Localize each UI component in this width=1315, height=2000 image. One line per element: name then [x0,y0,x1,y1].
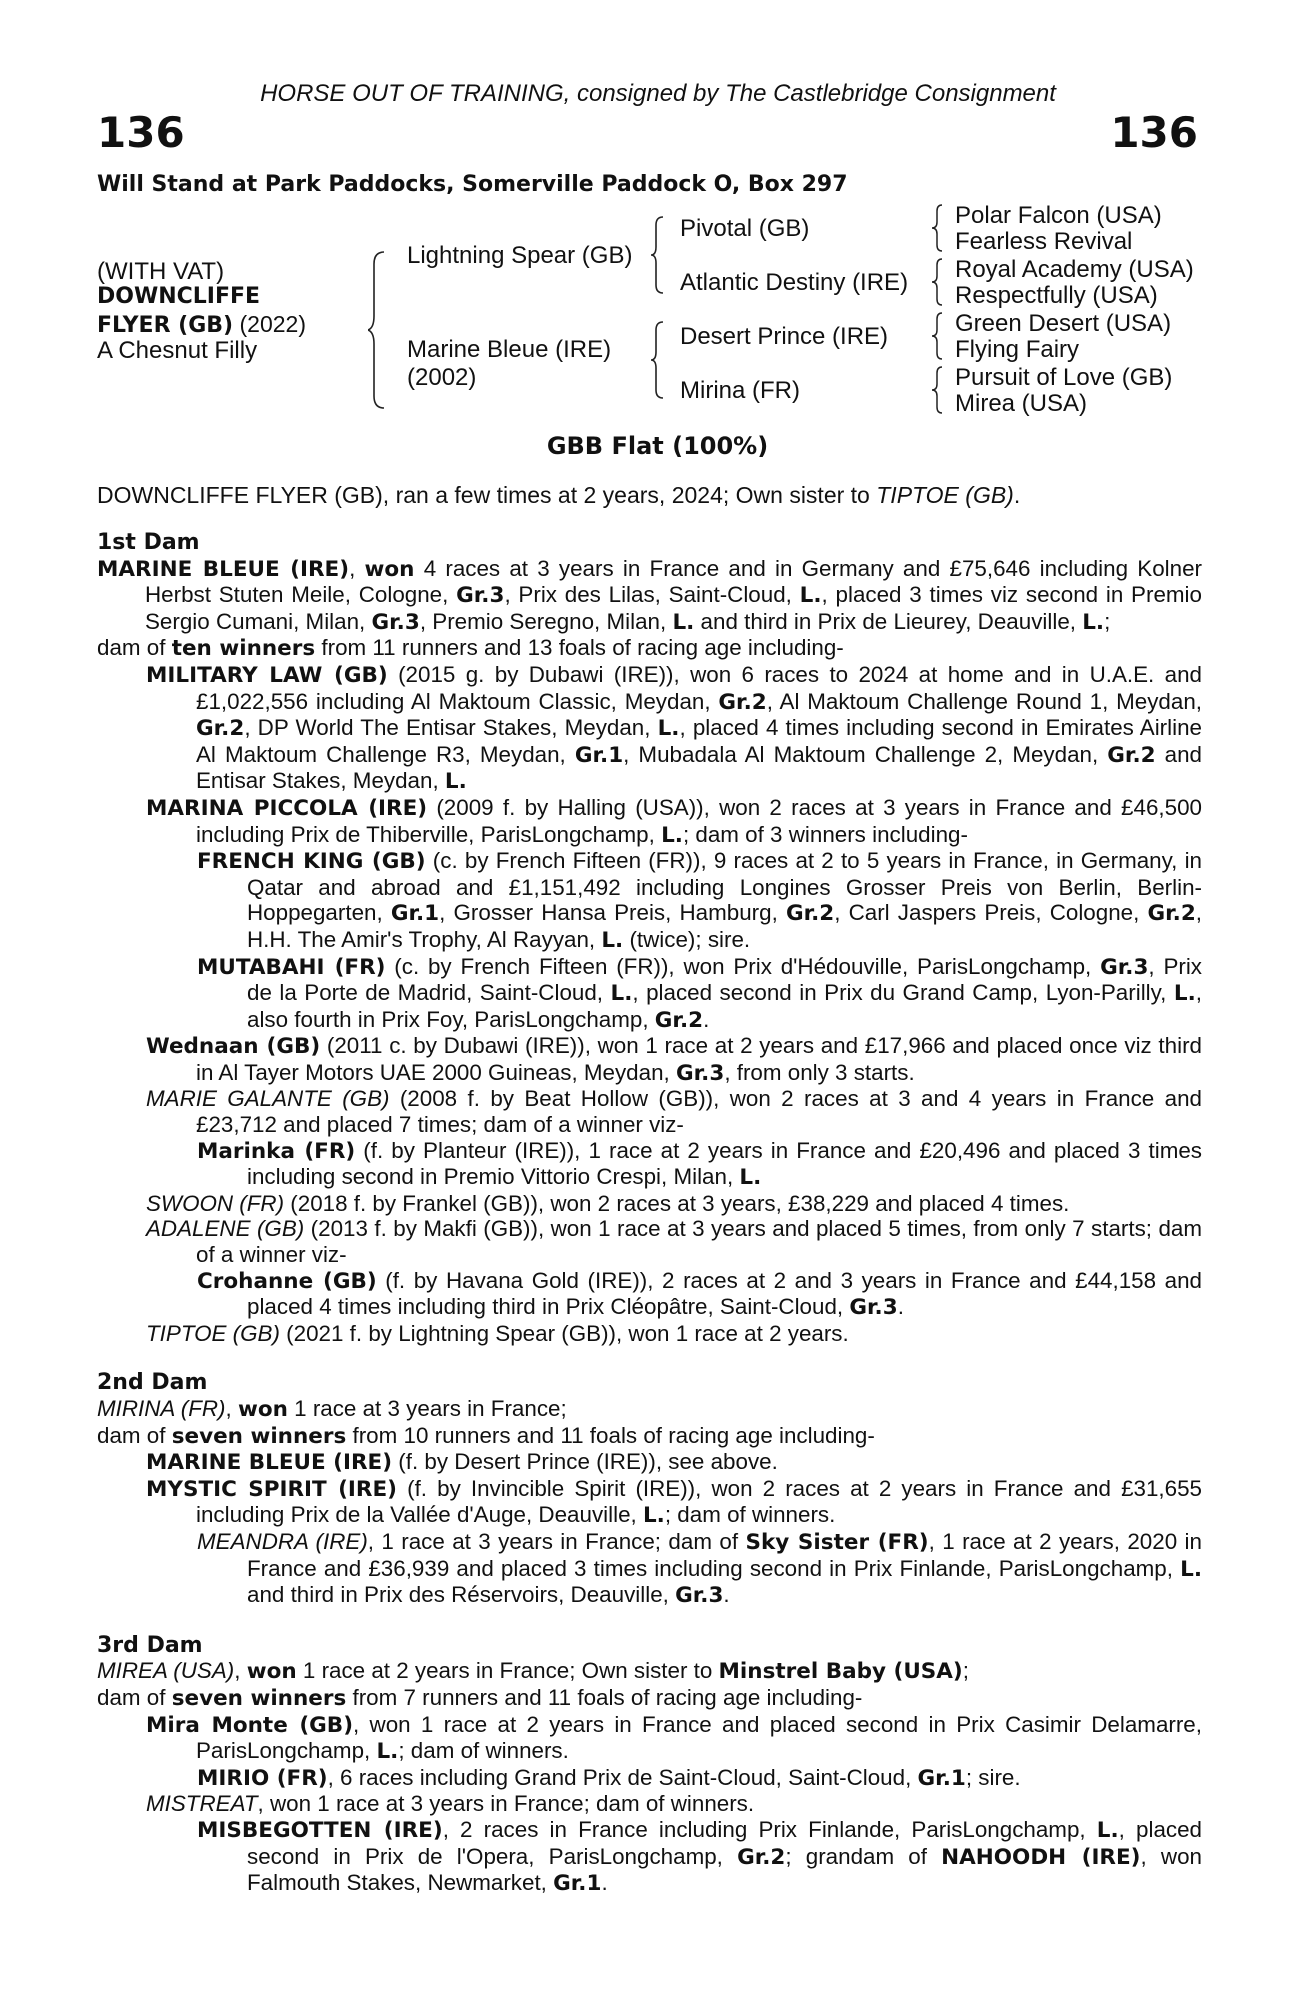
progeny-mira-monte: Mira Monte (GB), won 1 race at 2 years in France and placed second in Prix Casimir Delamarre, ParisLongchamp, L.; dam of winners. [146,1711,1202,1765]
first-dam-entry: MARINE BLEUE (IRE), won 4 races at 3 years in France and in Germany and £75,646 including Kolner Herbst Stuten Meile, Cologne, Gr.3, Prix des Lilas, Saint-Cloud, L., placed 3 times viz second in Premio Sergio Cumani, Milan, Gr.3, Premio Seregno, Milan, L. and third in Prix de Lieurey, Deauville, L.; [97,555,1202,635]
progeny-crohanne: Crohanne (GB) (f. by Havana Gold (IRE)), 2 races at 2 and 3 years in France and £44,158 and placed 4 times including third in Prix Cléopâtre, Saint-Cloud, Gr.3. [197,1267,1202,1321]
pedigree-sire-brace [651,215,667,295]
pedigree-ssd: Fearless Revival [955,228,1133,255]
progeny-military-law: MILITARY LAW (GB) (2015 g. by Dubawi (IRE)), won 6 races to 2024 at home and in U.A.E. and £1,022,556 including Al Maktoum Classic, Meydan, Gr.2, Al Maktoum Challenge Round 1, Meydan, Gr.2, DP World The Entisar Stakes, Meydan, L., placed 4 times including second in Emirates Airline Al Maktoum Challenge R3, Meydan, Gr.1, Mubadala Al Maktoum Challenge 2, Meydan, Gr.2 and Entisar Stakes, Meydan, L. [146,661,1202,795]
second-dam-entry: MIRINA (FR), won 1 race at 3 years in France; [97,1396,567,1422]
pedigree-ddd: Mirea (USA) [955,390,1088,417]
pedigree-dsd: Flying Fairy [955,336,1080,363]
progeny-mistreat: MISTREAT, won 1 race at 3 years in France; dam of winners. [146,1791,755,1817]
progeny-marina-piccola: MARINA PICCOLA (IRE) (2009 f. by Halling (USA)), won 2 races at 3 years in France and £46,500 including Prix de Thiberville, ParisLongchamp, L.; dam of 3 winners including- [146,794,1202,848]
progeny-misbegotten: MISBEGOTTEN (IRE), 2 races in France including Prix Finlande, ParisLongchamp, L., placed second in Prix de l'Opera, ParisLongchamp, Gr.2; grandam of NAHOODH (IRE), won Falmouth Stakes, Newmarket, Gr.1. [197,1816,1202,1897]
progeny-marie-galante: MARIE GALANTE (GB) (2008 f. by Beat Hollow (GB)), won 2 races at 3 and 4 years in France and £23,712 and placed 7 times; dam of a winner viz- [146,1086,1202,1138]
horse-name-line2-wrap [97,311,306,338]
pedigree-sire-dam: Atlantic Destiny (IRE) [680,269,909,296]
progeny-mutabahi: MUTABAHI (FR) (c. by French Fifteen (FR)), won Prix d'Hédouville, ParisLongchamp, Gr.3, Prix de la Porte de Madrid, Saint-Cloud, L., placed second in Prix du Grand Camp, Lyon-Parilly, L., also fourth in Prix Foy, ParisLongchamp, Gr.2. [197,953,1202,1033]
horse-name-line2: FLYER (GB) [97,313,234,338]
pedigree-dds: Pursuit of Love (GB) [955,364,1173,391]
lot-number-left: 136 [97,108,185,157]
horse-name-line1: DOWNCLIFFE [97,284,261,309]
pedigree-dam-year: (2002) [407,364,477,391]
second-dam-produce-summary: dam of seven winners from 10 runners and 11 foals of racing age including- [97,1422,875,1449]
first-dam-heading: 1st Dam [97,530,200,555]
pedigree-sdd: Respectfully (USA) [955,282,1158,309]
progeny-mystic-spirit: MYSTIC SPIRIT (IRE) (f. by Invincible Spirit (IRE)), won 2 races at 2 years in France and £31,655 including Prix de la Vallée d'Auge, Deauville, L.; dam of winners. [146,1475,1203,1529]
pedigree-sss: Polar Falcon (USA) [955,202,1162,229]
intro-text: DOWNCLIFFE FLYER (GB), ran a few times at 2 years, 2024; Own sister to TIPTOE (GB). [97,482,1021,508]
pedigree-main-brace [368,250,388,410]
gbb-rating: GBB Flat (100%) [546,432,769,460]
progeny-adalene: ADALENE (GB) (2013 f. by Makfi (GB)), won 1 race at 3 years and placed 5 times, from only 7 starts; dam of a winner viz- [146,1216,1202,1268]
third-dam-entry: MIREA (USA), won 1 race at 2 years in France; Own sister to Minstrel Baby (USA); [97,1658,969,1685]
progeny-wednaan: Wednaan (GB) (2011 c. by Dubawi (IRE)), won 1 race at 2 years and £17,966 and placed once viz third in Al Tayer Motors UAE 2000 Guineas, Meydan, Gr.3, from only 3 starts. [146,1033,1202,1086]
horse-description: A Chesnut Filly [97,337,258,364]
progeny-marine-bleue: MARINE BLEUE (IRE) (f. by Desert Prince (IRE)), see above. [146,1449,778,1476]
pedigree-dam-dam: Mirina (FR) [680,377,800,404]
third-dam-produce-summary: dam of seven winners from 7 runners and 11 foals of racing age including- [97,1684,863,1711]
second-dam-heading: 2nd Dam [97,1370,208,1396]
pedigree-dam: Marine Bleue (IRE) [407,336,612,363]
progeny-marinka: Marinka (FR) (f. by Planteur (IRE)), 1 race at 2 years in France and £20,496 and placed 3 times including second in Premio Vittorio Crespi, Milan, L. [197,1137,1202,1191]
progeny-tiptoe: TIPTOE (GB) (2021 f. by Lightning Spear (GB)), won 1 race at 2 years. [146,1320,849,1346]
pedigree-dss: Green Desert (USA) [955,310,1172,337]
stand-location: Will Stand at Park Paddocks, Somerville Paddock O, Box 297 [97,172,848,197]
pedigree-sds: Royal Academy (USA) [955,256,1194,283]
progeny-mirio: MIRIO (FR), 6 races including Grand Prix de Saint-Cloud, Saint-Cloud, Gr.1; sire. [197,1764,1021,1791]
pedigree-dam-sire: Desert Prince (IRE) [680,323,889,350]
pedigree-dam-brace [651,320,667,400]
pedigree-brace-ds [932,311,946,361]
lot-number-right: 136 [1110,108,1198,157]
pedigree-brace-sd [932,257,946,307]
progeny-meandra: MEANDRA (IRE), 1 race at 3 years in France; dam of Sky Sister (FR), 1 race at 2 years, 2020 in France and £36,939 and placed 3 times including second in Prix Finlande, ParisLongchamp, L. and third in Prix des Réservoirs, Deauville, Gr.3. [197,1528,1202,1609]
pedigree-sire-sire: Pivotal (GB) [680,215,810,242]
pedigree-brace-ss [932,203,946,253]
catalogue-body [97,530,1202,1897]
pedigree-brace-dd [932,365,946,415]
progeny-swoon: SWOON (FR) (2018 f. by Frankel (GB)), won 2 races at 3 years, £38,229 and placed 4 times. [146,1190,1070,1216]
first-dam-produce-summary: dam of ten winners from 11 runners and 13 foals of racing age including- [97,635,844,662]
progeny-french-king: FRENCH KING (GB) (c. by French Fifteen (FR)), 9 races at 2 to 5 years in France, in Germany, in Qatar and abroad and £1,151,492 including Longines Grosser Preis von Berlin, Berlin-Hoppegarten, Gr.1, Grosser Hansa Preis, Hamburg, Gr.2, Carl Jaspers Preis, Cologne, Gr.2, H.H. The Amir's Trophy, Al Rayyan, L. (twice); sire. [197,848,1203,953]
vat-note: (WITH VAT) [97,258,225,285]
page-header-title: HORSE OUT OF TRAINING, consigned by The Castlebridge Consignment [260,80,1056,107]
third-dam-heading: 3rd Dam [97,1632,203,1658]
horse-year: (2022) [239,311,306,337]
intro-line [97,482,1020,509]
pedigree-sire: Lightning Spear (GB) [407,242,633,269]
